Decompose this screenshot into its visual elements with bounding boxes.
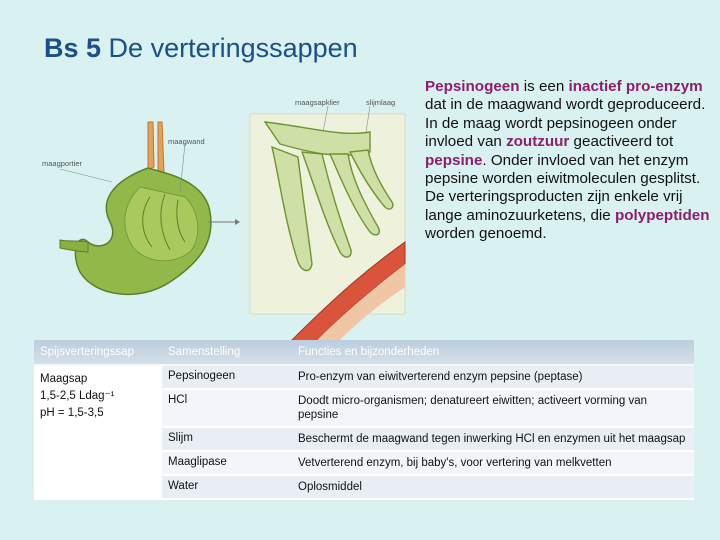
esophagus	[158, 122, 164, 174]
term-inactief-pro-enzym: inactief pro-enzym	[568, 78, 703, 95]
row-function: Vetverterend enzym, bij baby's, voor vertering van melkvetten	[298, 457, 612, 469]
zoom-arrowhead	[235, 219, 240, 225]
table-row	[162, 452, 694, 476]
label-maagsapklier: maagsapklier	[295, 98, 340, 107]
row-function: Pro-enzym van eiwitverterend enzym pepsine (peptase)	[298, 371, 583, 383]
label-maagwand: maagwand	[168, 137, 205, 146]
leader-maagportier	[60, 169, 112, 182]
desc-text-4: . Onder invloed van het enzym pepsine worden eiwitmoleculen gesplitst. De verteringsproducten zijn enkele vrij lange aminozuurketens, die	[425, 151, 701, 224]
table-row	[162, 428, 694, 452]
header-composition: Samenstelling	[168, 346, 241, 358]
title-chapter: Bs 5	[44, 33, 102, 63]
term-polypeptiden: polypeptiden	[614, 206, 710, 224]
desc-text-1: is een	[519, 78, 569, 95]
row-component: Pepsinogeen	[168, 370, 236, 382]
row-component: Maaglipase	[168, 456, 227, 468]
header-juice: Spijsverteringssap	[40, 346, 134, 358]
row-component: Water	[168, 480, 199, 492]
label-slijmlaag: slijmlaag	[366, 98, 396, 107]
table-body	[34, 366, 694, 500]
table-row	[162, 390, 694, 428]
pylorus	[60, 240, 88, 252]
slide-title	[44, 33, 358, 64]
juice-cell	[34, 366, 162, 500]
table-row	[162, 366, 694, 390]
row-component: HCl	[168, 394, 188, 406]
row-function: Doodt micro-organismen; denatureert eiwitten; activeert vorming van pepsine	[298, 395, 647, 421]
desc-text-5: worden genoemd.	[425, 225, 547, 243]
esophagus-outer	[148, 122, 154, 170]
stomach-diagram	[40, 92, 410, 342]
table-rows	[162, 366, 694, 500]
desc-text-2: dat in de maagwand wordt geproduceerd. In de maag wordt pepsinogeen onder invloed van	[425, 96, 706, 151]
title-text: De verteringssappen	[101, 33, 358, 63]
description-paragraph	[425, 78, 710, 244]
label-maagportier: maagportier	[42, 159, 83, 168]
row-function: Beschermt de maagwand tegen inwerking HCl en enzymen uit het maagsap	[298, 433, 686, 445]
stomach-illustration	[40, 92, 410, 342]
table-row	[162, 476, 694, 500]
header-functions: Functies en bijzonderheden	[298, 346, 440, 358]
term-pepsine: pepsine	[425, 151, 483, 169]
term-pepsinogeen: Pepsinogeen	[425, 78, 520, 95]
juice-name: Maagsap	[40, 373, 88, 385]
digestive-juice-table	[34, 340, 694, 500]
juice-ph: pH = 1,5-3,5	[40, 407, 104, 419]
desc-text-3: geactiveerd tot	[569, 133, 674, 151]
table-header	[34, 340, 694, 366]
row-component: Slijm	[168, 432, 193, 444]
term-zoutzuur: zoutzuur	[506, 133, 570, 151]
row-function: Oplosmiddel	[298, 481, 362, 493]
juice-amount: 1,5-2,5 Ldag⁻¹	[40, 390, 115, 402]
